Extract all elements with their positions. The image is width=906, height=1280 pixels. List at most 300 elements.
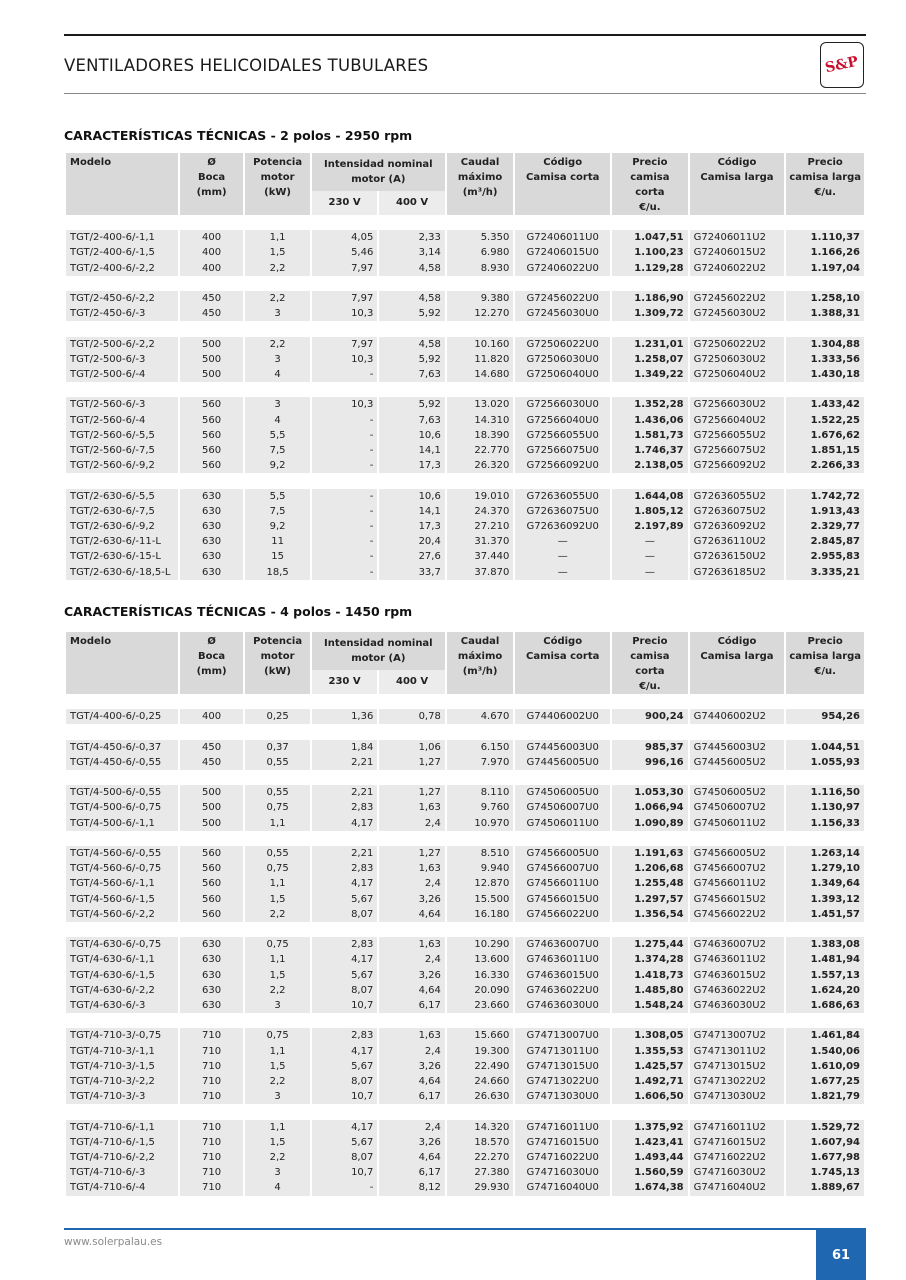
cell-intensidad-400v: 1,06 — [379, 740, 445, 755]
table-row — [66, 1150, 864, 1165]
cell-boca: 630 — [180, 968, 243, 983]
cell-codigo-corta: G72566075U0 — [515, 443, 610, 458]
cell-precio-corta: 1.606,50 — [612, 1089, 688, 1104]
cell-precio-larga: 1.388,31 — [786, 306, 864, 321]
cell-codigo-corta: G72406022U0 — [515, 261, 610, 276]
cell-boca: 500 — [180, 337, 243, 352]
header-codigo-corta — [515, 153, 610, 215]
cell-caudal: 13.600 — [447, 952, 514, 967]
cell-modelo: TGT/4-710-6/-1,5 — [66, 1135, 178, 1150]
cell-potencia: 1,1 — [245, 230, 309, 245]
table-row — [66, 504, 864, 519]
cell-caudal: 5.350 — [447, 230, 514, 245]
cell-precio-corta: 1.308,05 — [612, 1028, 688, 1043]
group-gap — [66, 922, 864, 937]
cell-codigo-corta: G72566040U0 — [515, 413, 610, 428]
cell-precio-corta: 1.805,12 — [612, 504, 688, 519]
spec-table-4-polos — [64, 632, 866, 1196]
cell-codigo-larga: G74566011U2 — [690, 876, 785, 891]
cell-intensidad-230v: - — [312, 534, 378, 549]
cell-boca: 630 — [180, 983, 243, 998]
cell-potencia: 3 — [245, 306, 309, 321]
cell-boca: 710 — [180, 1135, 243, 1150]
cell-caudal: 13.020 — [447, 397, 514, 412]
cell-intensidad-230v: 5,67 — [312, 1135, 378, 1150]
cell-precio-larga: 1.393,12 — [786, 892, 864, 907]
cell-precio-larga: 1.742,72 — [786, 489, 864, 504]
cell-precio-larga: 1.197,04 — [786, 261, 864, 276]
cell-precio-corta: 996,16 — [612, 755, 688, 770]
cell-precio-corta: 1.493,44 — [612, 1150, 688, 1165]
cell-codigo-corta: G74713015U0 — [515, 1059, 610, 1074]
table-row — [66, 413, 864, 428]
cell-codigo-corta: G74716030U0 — [515, 1165, 610, 1180]
cell-codigo-larga: G74506007U2 — [690, 800, 785, 815]
cell-precio-corta: 1.560,59 — [612, 1165, 688, 1180]
cell-precio-corta: 1.053,30 — [612, 785, 688, 800]
table-row — [66, 549, 864, 564]
cell-potencia: 0,75 — [245, 937, 309, 952]
cell-codigo-corta: G72456022U0 — [515, 291, 610, 306]
cell-boca: 560 — [180, 413, 243, 428]
cell-intensidad-230v: 5,67 — [312, 892, 378, 907]
cell-precio-larga: 1.258,10 — [786, 291, 864, 306]
cell-codigo-larga: G74716030U2 — [690, 1165, 785, 1180]
cell-codigo-corta: G74713007U0 — [515, 1028, 610, 1043]
cell-boca: 630 — [180, 549, 243, 564]
cell-modelo: TGT/4-710-3/-1,1 — [66, 1044, 178, 1059]
cell-precio-corta: 1.309,72 — [612, 306, 688, 321]
header-precio_corta-line: camisa corta — [630, 172, 670, 198]
cell-modelo: TGT/4-450-6/-0,55 — [66, 755, 178, 770]
table-row — [66, 740, 864, 755]
cell-codigo-larga: G72506030U2 — [690, 352, 785, 367]
cell-boca: 450 — [180, 740, 243, 755]
cell-precio-corta: 985,37 — [612, 740, 688, 755]
header-precio_larga-line: Precio — [807, 636, 843, 647]
cell-potencia: 2,2 — [245, 291, 309, 306]
cell-modelo: TGT/2-400-6/-1,5 — [66, 245, 178, 260]
cell-potencia: 0,75 — [245, 800, 309, 815]
header-potencia-line: motor — [260, 651, 295, 662]
cell-intensidad-230v: 4,05 — [312, 230, 378, 245]
cell-caudal: 37.870 — [447, 565, 514, 580]
cell-potencia: 2,2 — [245, 1074, 309, 1089]
cell-intensidad-230v: 8,07 — [312, 1074, 378, 1089]
cell-codigo-corta: G74566011U0 — [515, 876, 610, 891]
cell-caudal: 24.660 — [447, 1074, 514, 1089]
cell-precio-larga: 1.333,56 — [786, 352, 864, 367]
header-bottom-rule — [64, 93, 866, 94]
group-gap — [66, 276, 864, 291]
cell-codigo-corta: G74636011U0 — [515, 952, 610, 967]
cell-intensidad-230v: 8,07 — [312, 1150, 378, 1165]
cell-modelo: TGT/4-710-3/-0,75 — [66, 1028, 178, 1043]
table-row — [66, 907, 864, 922]
cell-codigo-corta: G74456005U0 — [515, 755, 610, 770]
cell-caudal: 14.310 — [447, 413, 514, 428]
cell-precio-larga: 1.433,42 — [786, 397, 864, 412]
cell-precio-larga: 1.522,25 — [786, 413, 864, 428]
cell-codigo-larga: G72566030U2 — [690, 397, 785, 412]
cell-codigo-larga: G74456003U2 — [690, 740, 785, 755]
cell-potencia: 2,2 — [245, 1150, 309, 1165]
cell-precio-larga: 1.677,98 — [786, 1150, 864, 1165]
table-row — [66, 952, 864, 967]
cell-intensidad-230v: 2,21 — [312, 785, 378, 800]
cell-codigo-corta: G74566015U0 — [515, 892, 610, 907]
cell-boca: 450 — [180, 306, 243, 321]
group-gap — [66, 770, 864, 785]
cell-codigo-corta: G74716015U0 — [515, 1135, 610, 1150]
cell-potencia: 0,55 — [245, 755, 309, 770]
cell-intensidad-400v: 3,26 — [379, 968, 445, 983]
cell-codigo-larga: G74713007U2 — [690, 1028, 785, 1043]
header-precio_larga-line: Precio — [807, 157, 843, 168]
cell-intensidad-230v: 1,36 — [312, 709, 378, 724]
header-caudal-line: (m³/h) — [462, 666, 498, 677]
cell-boca: 710 — [180, 1150, 243, 1165]
cell-potencia: 1,5 — [245, 1135, 309, 1150]
cell-precio-corta: 1.548,24 — [612, 998, 688, 1013]
cell-precio-corta: 1.352,28 — [612, 397, 688, 412]
cell-codigo-larga: G74406002U2 — [690, 709, 785, 724]
cell-intensidad-400v: 2,33 — [379, 230, 445, 245]
cell-modelo: TGT/4-710-6/-4 — [66, 1180, 178, 1195]
cell-boca: 500 — [180, 352, 243, 367]
cell-codigo-larga: G72406011U2 — [690, 230, 785, 245]
cell-caudal: 22.270 — [447, 1150, 514, 1165]
cell-potencia: 4 — [245, 1180, 309, 1195]
cell-potencia: 3 — [245, 352, 309, 367]
cell-modelo: TGT/2-500-6/-2,2 — [66, 337, 178, 352]
cell-intensidad-230v: 7,97 — [312, 261, 378, 276]
cell-boca: 630 — [180, 534, 243, 549]
table-row — [66, 428, 864, 443]
cell-modelo: TGT/2-400-6/-1,1 — [66, 230, 178, 245]
cell-caudal: 24.370 — [447, 504, 514, 519]
cell-codigo-larga: G72406022U2 — [690, 261, 785, 276]
cell-intensidad-230v: 10,7 — [312, 998, 378, 1013]
header-precio-larga — [786, 632, 864, 694]
cell-codigo-corta: G74566005U0 — [515, 846, 610, 861]
section-title-4-polos: CARACTERÍSTICAS TÉCNICAS - 4 polos - 1450 rpm — [64, 604, 413, 619]
header-precio_corta-line: camisa corta — [630, 651, 670, 677]
cell-caudal: 9.940 — [447, 861, 514, 876]
table-row — [66, 968, 864, 983]
header-precio_corta-line: Precio — [632, 636, 668, 647]
table-row — [66, 245, 864, 260]
cell-modelo: TGT/4-710-3/-3 — [66, 1089, 178, 1104]
table-row — [66, 709, 864, 724]
cell-boca: 450 — [180, 755, 243, 770]
cell-intensidad-230v: 2,83 — [312, 1028, 378, 1043]
cell-intensidad-230v: 2,21 — [312, 755, 378, 770]
cell-modelo: TGT/4-560-6/-0,75 — [66, 861, 178, 876]
group-gap — [66, 1104, 864, 1119]
table-row — [66, 816, 864, 831]
cell-caudal: 4.670 — [447, 709, 514, 724]
group-gap — [66, 473, 864, 488]
cell-precio-larga: 1.540,06 — [786, 1044, 864, 1059]
cell-precio-corta: 1.186,90 — [612, 291, 688, 306]
cell-codigo-corta: G74716022U0 — [515, 1150, 610, 1165]
cell-intensidad-400v: 4,64 — [379, 1074, 445, 1089]
cell-intensidad-400v: 14,1 — [379, 504, 445, 519]
cell-codigo-larga: G72636185U2 — [690, 565, 785, 580]
cell-potencia: 0,37 — [245, 740, 309, 755]
cell-codigo-larga: G74713030U2 — [690, 1089, 785, 1104]
table-row — [66, 861, 864, 876]
cell-intensidad-400v: 5,92 — [379, 306, 445, 321]
cell-precio-larga: 1.130,97 — [786, 800, 864, 815]
cell-intensidad-400v: 0,78 — [379, 709, 445, 724]
cell-boca: 710 — [180, 1044, 243, 1059]
brand-logo-text: S&P — [824, 53, 860, 77]
cell-codigo-corta: — — [515, 549, 610, 564]
cell-modelo: TGT/4-400-6/-0,25 — [66, 709, 178, 724]
cell-intensidad-400v: 4,64 — [379, 983, 445, 998]
cell-potencia: 0,75 — [245, 861, 309, 876]
table-row — [66, 892, 864, 907]
cell-codigo-larga: G74636015U2 — [690, 968, 785, 983]
cell-modelo: TGT/2-630-6/-7,5 — [66, 504, 178, 519]
header-boca-line: (mm) — [196, 666, 227, 677]
cell-intensidad-400v: 3,26 — [379, 892, 445, 907]
table-row — [66, 755, 864, 770]
cell-modelo: TGT/2-630-6/-5,5 — [66, 489, 178, 504]
header-intensidad — [312, 153, 445, 191]
cell-codigo-larga: G72506040U2 — [690, 367, 785, 382]
cell-potencia: 4 — [245, 413, 309, 428]
cell-caudal: 31.370 — [447, 534, 514, 549]
cell-modelo: TGT/2-630-6/-15-L — [66, 549, 178, 564]
cell-modelo: TGT/2-560-6/-5,5 — [66, 428, 178, 443]
cell-precio-corta: 1.258,07 — [612, 352, 688, 367]
cell-intensidad-230v: - — [312, 428, 378, 443]
cell-codigo-larga: G74713022U2 — [690, 1074, 785, 1089]
cell-codigo-corta: G72506040U0 — [515, 367, 610, 382]
cell-precio-corta: 1.674,38 — [612, 1180, 688, 1195]
cell-modelo: TGT/2-500-6/-3 — [66, 352, 178, 367]
cell-boca: 710 — [180, 1120, 243, 1135]
cell-caudal: 8.510 — [447, 846, 514, 861]
cell-precio-corta: 1.129,28 — [612, 261, 688, 276]
cell-potencia: 7,5 — [245, 443, 309, 458]
cell-precio-corta: 1.375,92 — [612, 1120, 688, 1135]
cell-precio-larga: 1.624,20 — [786, 983, 864, 998]
cell-codigo-corta: G72406015U0 — [515, 245, 610, 260]
cell-boca: 630 — [180, 489, 243, 504]
header-intensidad-line: motor (A) — [351, 653, 406, 664]
cell-caudal: 22.770 — [447, 443, 514, 458]
cell-codigo-corta: G74566007U0 — [515, 861, 610, 876]
cell-potencia: 9,2 — [245, 458, 309, 473]
header-precio_corta-line: €/u. — [639, 681, 661, 692]
table-row — [66, 534, 864, 549]
cell-intensidad-400v: 14,1 — [379, 443, 445, 458]
table-row — [66, 1074, 864, 1089]
cell-potencia: 0,55 — [245, 846, 309, 861]
cell-potencia: 1,1 — [245, 952, 309, 967]
page-number: 61 — [816, 1230, 866, 1280]
section-title-2-polos: CARACTERÍSTICAS TÉCNICAS - 2 polos - 2950 rpm — [64, 128, 413, 143]
cell-caudal: 18.570 — [447, 1135, 514, 1150]
table-row — [66, 1165, 864, 1180]
header-caudal-line: (m³/h) — [462, 187, 498, 198]
header-codigo-corta — [515, 632, 610, 694]
cell-boca: 560 — [180, 428, 243, 443]
table-row — [66, 800, 864, 815]
header-boca-line: Ø — [207, 157, 216, 168]
cell-caudal: 7.970 — [447, 755, 514, 770]
cell-boca: 450 — [180, 291, 243, 306]
header-caudal-line: máximo — [457, 172, 503, 183]
cell-precio-larga: 1.430,18 — [786, 367, 864, 382]
cell-boca: 710 — [180, 1028, 243, 1043]
cell-potencia: 1,1 — [245, 816, 309, 831]
cell-precio-larga: 1.166,26 — [786, 245, 864, 260]
header-potencia-line: (kW) — [264, 666, 291, 677]
cell-codigo-corta: G74636015U0 — [515, 968, 610, 983]
cell-precio-larga: 1.607,94 — [786, 1135, 864, 1150]
table-row — [66, 846, 864, 861]
cell-modelo: TGT/4-630-6/-0,75 — [66, 937, 178, 952]
cell-precio-corta: 1.100,23 — [612, 245, 688, 260]
cell-boca: 500 — [180, 816, 243, 831]
cell-precio-larga: 1.913,43 — [786, 504, 864, 519]
table-row — [66, 230, 864, 245]
cell-intensidad-400v: 5,92 — [379, 352, 445, 367]
cell-intensidad-230v: - — [312, 549, 378, 564]
cell-codigo-corta: G74716040U0 — [515, 1180, 610, 1195]
cell-boca: 630 — [180, 937, 243, 952]
group-gap — [66, 724, 864, 739]
cell-intensidad-400v: 7,63 — [379, 367, 445, 382]
cell-precio-corta: 1.581,73 — [612, 428, 688, 443]
cell-intensidad-400v: 2,4 — [379, 1120, 445, 1135]
cell-codigo-larga: G72566092U2 — [690, 458, 785, 473]
table-row — [66, 291, 864, 306]
cell-codigo-larga: G74636030U2 — [690, 998, 785, 1013]
header-caudal-line: Caudal — [460, 157, 500, 168]
cell-intensidad-230v: 4,17 — [312, 1120, 378, 1135]
cell-boca: 710 — [180, 1089, 243, 1104]
footer-url: www.solerpalau.es — [64, 1236, 163, 1248]
cell-precio-larga: 1.383,08 — [786, 937, 864, 952]
cell-intensidad-400v: 4,64 — [379, 1150, 445, 1165]
cell-intensidad-230v: 5,46 — [312, 245, 378, 260]
cell-caudal: 9.380 — [447, 291, 514, 306]
cell-intensidad-230v: - — [312, 458, 378, 473]
cell-modelo: TGT/2-560-6/-3 — [66, 397, 178, 412]
cell-intensidad-400v: 20,4 — [379, 534, 445, 549]
cell-codigo-corta: G72566030U0 — [515, 397, 610, 412]
cell-codigo-larga: G74566022U2 — [690, 907, 785, 922]
cell-codigo-corta: G74566022U0 — [515, 907, 610, 922]
cell-precio-corta: — — [612, 534, 688, 549]
cell-modelo: TGT/4-710-6/-2,2 — [66, 1150, 178, 1165]
cell-caudal: 15.660 — [447, 1028, 514, 1043]
cell-caudal: 22.490 — [447, 1059, 514, 1074]
cell-intensidad-230v: 10,3 — [312, 397, 378, 412]
cell-precio-larga: 1.481,94 — [786, 952, 864, 967]
cell-codigo-larga: G72636150U2 — [690, 549, 785, 564]
cell-codigo-larga: G74566007U2 — [690, 861, 785, 876]
cell-intensidad-230v: 5,67 — [312, 1059, 378, 1074]
group-gap — [66, 215, 864, 230]
header-400v: 400 V — [379, 670, 445, 694]
header-precio_corta-line: €/u. — [639, 202, 661, 213]
cell-potencia: 1,5 — [245, 245, 309, 260]
cell-intensidad-230v: - — [312, 565, 378, 580]
cell-codigo-larga: G74506011U2 — [690, 816, 785, 831]
table-row — [66, 1135, 864, 1150]
cell-modelo: TGT/2-560-6/-4 — [66, 413, 178, 428]
header-precio_larga-line: €/u. — [814, 666, 836, 677]
cell-codigo-corta: G74713030U0 — [515, 1089, 610, 1104]
cell-caudal: 26.630 — [447, 1089, 514, 1104]
header-potencia — [245, 632, 309, 694]
cell-boca: 630 — [180, 952, 243, 967]
cell-intensidad-230v: - — [312, 1180, 378, 1195]
header-precio_larga-line: €/u. — [814, 187, 836, 198]
cell-precio-larga: 1.677,25 — [786, 1074, 864, 1089]
group-gap — [66, 321, 864, 336]
cell-codigo-corta: G72566055U0 — [515, 428, 610, 443]
cell-potencia: 1,1 — [245, 1044, 309, 1059]
cell-codigo-larga: G74636011U2 — [690, 952, 785, 967]
cell-precio-corta: 1.485,80 — [612, 983, 688, 998]
cell-codigo-corta: — — [515, 565, 610, 580]
header-precio-larga — [786, 153, 864, 215]
cell-intensidad-400v: 3,14 — [379, 245, 445, 260]
cell-caudal: 19.300 — [447, 1044, 514, 1059]
header-boca-line: Boca — [198, 651, 226, 662]
cell-intensidad-230v: 8,07 — [312, 983, 378, 998]
header-precio_corta-line: Precio — [632, 157, 668, 168]
cell-modelo: TGT/4-630-6/-3 — [66, 998, 178, 1013]
cell-intensidad-400v: 1,63 — [379, 937, 445, 952]
cell-codigo-corta: G74506007U0 — [515, 800, 610, 815]
cell-codigo-corta: G74636022U0 — [515, 983, 610, 998]
cell-potencia: 2,2 — [245, 261, 309, 276]
cell-codigo-corta: — — [515, 534, 610, 549]
cell-codigo-corta: G74636007U0 — [515, 937, 610, 952]
cell-intensidad-400v: 6,17 — [379, 998, 445, 1013]
cell-intensidad-230v: 7,97 — [312, 337, 378, 352]
cell-caudal: 12.270 — [447, 306, 514, 321]
cell-potencia: 1,1 — [245, 876, 309, 891]
cell-codigo-larga: G72636092U2 — [690, 519, 785, 534]
cell-caudal: 14.320 — [447, 1120, 514, 1135]
cell-caudal: 27.380 — [447, 1165, 514, 1180]
header-modelo: Modelo — [66, 632, 178, 694]
cell-caudal: 14.680 — [447, 367, 514, 382]
cell-intensidad-230v: 4,17 — [312, 1044, 378, 1059]
cell-codigo-larga: G74566015U2 — [690, 892, 785, 907]
cell-boca: 630 — [180, 998, 243, 1013]
cell-precio-larga: 2.329,77 — [786, 519, 864, 534]
header-potencia-line: (kW) — [264, 187, 291, 198]
cell-precio-corta: 1.492,71 — [612, 1074, 688, 1089]
cell-modelo: TGT/4-560-6/-1,5 — [66, 892, 178, 907]
header-boca-line: (mm) — [196, 187, 227, 198]
cell-modelo: TGT/2-560-6/-7,5 — [66, 443, 178, 458]
cell-intensidad-400v: 4,58 — [379, 291, 445, 306]
header-boca-line: Boca — [198, 172, 226, 183]
header-precio-corta — [612, 632, 688, 694]
